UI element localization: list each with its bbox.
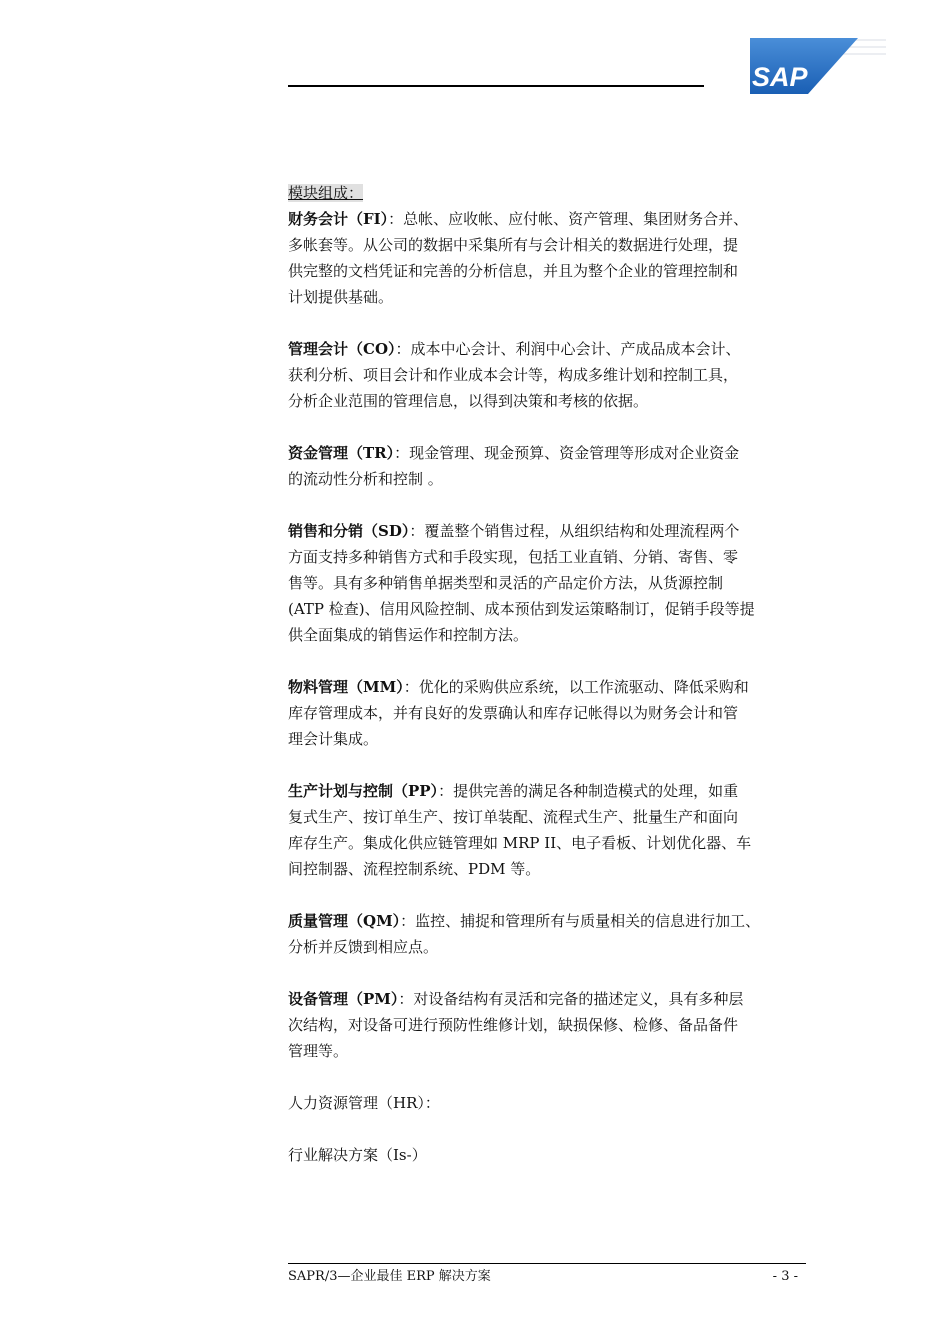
module-plain-line: 人力资源管理（HR）： (288, 1094, 440, 1112)
module-text-line (288, 1038, 828, 1064)
module-text-line (288, 232, 828, 258)
module-text-line (288, 596, 828, 622)
module-term: 设备管理（PM） (288, 990, 399, 1008)
module-term: 生产计划与控制（PP） (288, 782, 439, 800)
module-description: (ATP 检查)、信用风险控制、成本预估到发运策略制订，促销手段等提 (288, 600, 755, 618)
module-text-line (288, 934, 828, 960)
page-number: - 3 - (772, 1269, 798, 1284)
module-term: 质量管理（QM） (288, 912, 401, 930)
module-section (288, 336, 828, 414)
module-text-line (288, 466, 828, 492)
module-description: ：现金管理、现金预算、资金管理等形成对企业资金 (394, 444, 740, 462)
sap-logo-icon (746, 34, 888, 100)
module-text-line (288, 440, 828, 466)
footer-rule (288, 1263, 806, 1264)
module-list (288, 206, 828, 1064)
module-description: ：总帐、应收帐、应付帐、资产管理、集团财务合并、 (388, 210, 749, 228)
module-term: 管理会计（CO） (288, 340, 396, 358)
module-section (288, 908, 828, 960)
module-description: 间控制器、流程控制系统、PDM 等。 (288, 860, 541, 878)
module-section (288, 440, 828, 492)
module-plain-line: 行业解决方案（Is-） (288, 1146, 427, 1164)
module-text-line (288, 674, 828, 700)
module-description: 分析企业范围的管理信息，以得到决策和考核的依据。 (288, 392, 649, 410)
module-description: ：提供完善的满足各种制造模式的处理，如重 (438, 782, 739, 800)
module-text-line (288, 544, 828, 570)
module-text-line (288, 856, 828, 882)
module-description: 的流动性分析和控制 。 (288, 470, 443, 488)
header-rule (288, 85, 704, 87)
module-text-line (288, 206, 828, 232)
module-text-line (288, 622, 828, 648)
module-text-line (288, 284, 828, 310)
module-description: ：覆盖整个销售过程，从组织结构和处理流程两个 (409, 522, 740, 540)
logo-text: SAP (752, 62, 808, 92)
module-text-line (288, 726, 828, 752)
module-description: ：对设备结构有灵活和完备的描述定义，具有多种层 (398, 990, 744, 1008)
module-text-line (288, 778, 828, 804)
module-description: 分析并反馈到相应点。 (288, 938, 439, 956)
module-section (288, 674, 828, 752)
module-description: 售等。具有多种销售单据类型和灵活的产品定价方法，从货源控制 (288, 574, 724, 592)
module-description: 供全面集成的销售运作和控制方法。 (288, 626, 529, 644)
module-text-line (288, 362, 828, 388)
module-description: 库存管理成本，并有良好的发票确认和库存记帐得以为财务会计和管 (288, 704, 739, 722)
module-term: 财务会计（FI） (288, 210, 389, 228)
module-text-line (288, 804, 828, 830)
module-description: ：优化的采购供应系统，以工作流驱动、降低采购和 (403, 678, 749, 696)
footer-title: SAPR/3—企业最佳 ERP 解决方案 (288, 1269, 491, 1284)
module-text-line (288, 986, 828, 1012)
module-text-line (288, 518, 828, 544)
module-description: 计划提供基础。 (288, 288, 394, 306)
module-description: 方面支持多种销售方式和手段实现，包括工业直销、分销、寄售、零 (288, 548, 739, 566)
module-description: 理会计集成。 (288, 730, 379, 748)
module-term: 物料管理（MM） (288, 678, 404, 696)
extra-modules (288, 1090, 828, 1168)
module-description: ：监控、捕捉和管理所有与质量相关的信息进行加工、 (400, 912, 761, 930)
section-heading: 模块组成： (288, 184, 364, 202)
module-section (288, 986, 828, 1064)
module-description: 多帐套等。从公司的数据中采集所有与会计相关的数据进行处理，提 (288, 236, 739, 254)
module-description: 库存生产。集成化供应链管理如 MRP II、电子看板、计划优化器、车 (288, 834, 752, 852)
module-section (288, 518, 828, 648)
module-text-line (288, 570, 828, 596)
module-description: 管理等。 (288, 1042, 349, 1060)
module-description: 供完整的文档凭证和完善的分析信息，并且为整个企业的管理控制和 (288, 262, 739, 280)
module-text-line (288, 908, 828, 934)
module-text-line (288, 1012, 828, 1038)
page-content (288, 180, 828, 1194)
module-section (288, 778, 828, 882)
module-text-line (288, 258, 828, 284)
module-text-line (288, 830, 828, 856)
module-term: 销售和分销（SD） (288, 522, 410, 540)
module-description: ：成本中心会计、利润中心会计、产成品成本会计、 (395, 340, 741, 358)
module-description: 次结构，对设备可进行预防性维修计划，缺损保修、检修、备品备件 (288, 1016, 739, 1034)
module-text-line (288, 336, 828, 362)
module-description: 复式生产、按订单生产、按订单装配、流程式生产、批量生产和面向 (288, 808, 739, 826)
module-description: 获利分析、项目会计和作业成本会计等，构成多维计划和控制工具， (288, 366, 739, 384)
module-term: 资金管理（TR） (288, 444, 395, 462)
module-section (288, 206, 828, 310)
module-text-line (288, 388, 828, 414)
module-text-line (288, 700, 828, 726)
